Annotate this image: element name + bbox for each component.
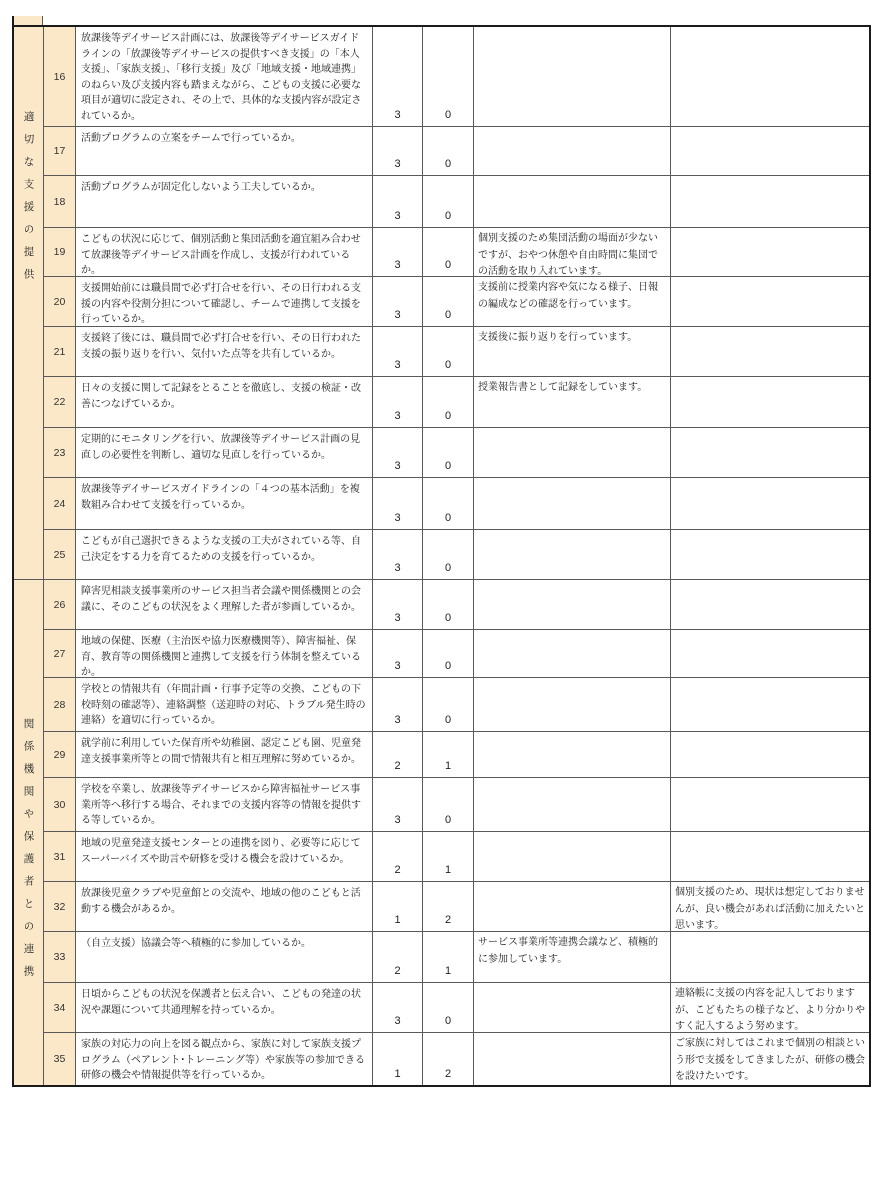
score-a-cell: 3 xyxy=(373,327,423,377)
score-b-cell: 0 xyxy=(423,530,474,580)
question-text: 定期的にモニタリングを行い、放課後等デイサービス計画の見直しの必要性を判断し、適切な見直しを行っているか。 xyxy=(76,428,373,478)
question-text: 支援開始前には職員間で必ず打合せを行い、その日行われる支援の内容や役割分担について確認し、チームで連携して支援を行っているか。 xyxy=(76,277,373,327)
comment-a-cell: 個別支援のため集団活動の場面が少ないですが、おやつ休憩や自由時間に集団での活動を取り入れています。 xyxy=(474,228,671,277)
score-b-cell: 0 xyxy=(423,277,474,327)
score-a-cell: 3 xyxy=(373,127,423,176)
score-b-cell: 0 xyxy=(423,580,474,630)
question-text: 家族の対応力の向上を図る観点から、家族に対して家族支援プログラム（ペアレント･トレーニング等）や家族等の参加できる研修の機会や情報提供等を行っているか。 xyxy=(76,1033,373,1085)
comment-a-cell xyxy=(474,778,671,832)
score-a-cell: 2 xyxy=(373,932,423,983)
comment-a-cell: 支援前に授業内容や気になる様子、日報の編成などの確認を行っています。 xyxy=(474,277,671,327)
row-number: 27 xyxy=(44,630,76,678)
comment-a-cell xyxy=(474,732,671,778)
comment-a-cell: 支援後に振り返りを行っています。 xyxy=(474,327,671,377)
question-text: （自立支援）協議会等へ積極的に参加しているか。 xyxy=(76,932,373,983)
row-number: 25 xyxy=(44,530,76,580)
comment-b-cell xyxy=(671,778,869,832)
comment-b-cell xyxy=(671,832,869,882)
row-number: 19 xyxy=(44,228,76,277)
category-column-stub xyxy=(12,16,43,25)
score-a-cell: 3 xyxy=(373,580,423,630)
score-a-cell: 3 xyxy=(373,428,423,478)
row-number: 26 xyxy=(44,580,76,630)
comment-b-cell xyxy=(671,377,869,428)
score-b-cell: 0 xyxy=(423,428,474,478)
row-number: 33 xyxy=(44,932,76,983)
comment-a-cell xyxy=(474,580,671,630)
question-text: 支援終了後には、職員間で必ず打合せを行い、その日行われた支援の振り返りを行い、気付いた点等を共有しているか。 xyxy=(76,327,373,377)
comment-b-cell xyxy=(671,176,869,228)
row-number: 31 xyxy=(44,832,76,882)
comment-b-cell xyxy=(671,428,869,478)
score-a-cell: 3 xyxy=(373,530,423,580)
score-b-cell: 0 xyxy=(423,228,474,277)
score-a-cell: 3 xyxy=(373,27,423,127)
comment-b-cell xyxy=(671,478,869,530)
score-a-cell: 3 xyxy=(373,778,423,832)
row-number: 20 xyxy=(44,277,76,327)
comment-a-cell xyxy=(474,983,671,1033)
score-a-cell: 2 xyxy=(373,732,423,778)
row-number: 22 xyxy=(44,377,76,428)
score-b-cell: 0 xyxy=(423,983,474,1033)
question-text: 日頃からこどもの状況を保護者と伝え合い、こどもの発達の状況や課題について共通理解を持っているか。 xyxy=(76,983,373,1033)
comment-b-cell: 連絡帳に支援の内容を記入しておりますが、こどもたちの様子など、より分かりやすく記入するよう努めます。 xyxy=(671,983,869,1033)
category-label: 適切な支援の提供 xyxy=(22,111,35,291)
row-number: 18 xyxy=(44,176,76,228)
category-cell-support xyxy=(14,27,44,580)
row-number: 35 xyxy=(44,1033,76,1085)
comment-b-cell xyxy=(671,530,869,580)
score-b-cell: 0 xyxy=(423,127,474,176)
row-number: 30 xyxy=(44,778,76,832)
comment-a-cell: 授業報告書として記録をしています。 xyxy=(474,377,671,428)
score-b-cell: 1 xyxy=(423,932,474,983)
comment-b-cell xyxy=(671,932,869,983)
row-number: 29 xyxy=(44,732,76,778)
score-a-cell: 3 xyxy=(373,377,423,428)
comment-b-cell xyxy=(671,27,869,127)
score-b-cell: 0 xyxy=(423,478,474,530)
row-number: 32 xyxy=(44,882,76,932)
row-number: 23 xyxy=(44,428,76,478)
comment-a-cell xyxy=(474,27,671,127)
question-text: 放課後等デイサービス計画には、放課後等デイサービスガイドラインの「放課後等デイサービスの提供すべき支援」の「本人支援」、「家族支援」、「移行支援」及び「地域支援・地域連携」のねらい及び支援内容も踏まえながら、こどもの支援に必要な項目が適切に設定され、その上で、具体的な支援内容が設定されているか。 xyxy=(76,27,373,127)
score-a-cell: 1 xyxy=(373,1033,423,1085)
category-label: 関係機関や保護者との連携 xyxy=(22,718,35,988)
score-a-cell: 3 xyxy=(373,277,423,327)
score-b-cell: 2 xyxy=(423,882,474,932)
question-text: 地域の児童発達支援センターとの連携を図り、必要等に応じてスーパーバイズや助言や研修を受ける機会を設けているか。 xyxy=(76,832,373,882)
question-text: 地域の保健、医療（主治医や協力医療機関等）、障害福祉、保育、教育等の関係機関と連携して支援を行う体制を整えているか。 xyxy=(76,630,373,678)
question-text: 放課後等デイサービスガイドラインの「４つの基本活動」を複数組み合わせて支援を行っているか。 xyxy=(76,478,373,530)
question-text: 学校を卒業し、放課後等デイサービスから障害福祉サービス事業所等へ移行する場合、それまでの支援内容等の情報を提供する等しているか。 xyxy=(76,778,373,832)
comment-b-cell xyxy=(671,678,869,732)
score-b-cell: 0 xyxy=(423,27,474,127)
question-text: こどもの状況に応じて、個別活動と集団活動を適宜組み合わせて放課後等デイサービス計画を作成し、支援が行われているか。 xyxy=(76,228,373,277)
comment-a-cell xyxy=(474,832,671,882)
comment-a-cell xyxy=(474,127,671,176)
comment-b-cell xyxy=(671,732,869,778)
comment-b-cell xyxy=(671,327,869,377)
comment-b-cell xyxy=(671,228,869,277)
comment-b-cell: ご家族に対してはこれまで個別の相談という形で支援をしてきましたが、研修の機会を設けたいです。 xyxy=(675,1038,865,1082)
score-b-cell: 1 xyxy=(423,732,474,778)
score-a-cell: 3 xyxy=(373,176,423,228)
comment-b-cell: 個別支援のため、現状は想定しておりませんが、良い機会があれば活動に加えたいと思います。 xyxy=(671,882,869,932)
score-b-cell: 0 xyxy=(423,778,474,832)
question-text: 学校との情報共有（年間計画・行事予定等の交換、こどもの下校時刻の確認等）、連絡調整（送迎時の対応、トラブル発生時の連絡）を適切に行っているか。 xyxy=(76,678,373,732)
comment-a-cell: サービス事業所等連携会議など、積極的に参加しています。 xyxy=(474,932,671,983)
score-a-cell: 3 xyxy=(373,228,423,277)
score-a-cell: 3 xyxy=(373,478,423,530)
comment-a-cell xyxy=(474,530,671,580)
row-number: 34 xyxy=(44,983,76,1033)
score-b-cell: 0 xyxy=(423,377,474,428)
row-number: 28 xyxy=(44,678,76,732)
comment-a-cell xyxy=(474,630,671,678)
row-number: 16 xyxy=(44,27,76,127)
comment-b-cell xyxy=(671,277,869,327)
question-text: こどもが自己選択できるような支援の工夫がされている等、自己決定をする力を育てるための支援を行っているか。 xyxy=(76,530,373,580)
row-number: 21 xyxy=(44,327,76,377)
question-text: 活動プログラムが固定化しないよう工夫しているか。 xyxy=(76,176,373,228)
score-a-cell: 3 xyxy=(373,983,423,1033)
score-a-cell: 3 xyxy=(373,678,423,732)
score-a-cell: 2 xyxy=(373,832,423,882)
comment-b-cell xyxy=(671,630,869,678)
score-b-cell: 2 xyxy=(423,1033,474,1085)
score-b-cell: 0 xyxy=(423,327,474,377)
score-a-cell: 1 xyxy=(373,882,423,932)
score-b-cell: 0 xyxy=(423,176,474,228)
score-b-cell: 0 xyxy=(423,630,474,678)
evaluation-table xyxy=(12,25,871,1087)
row-number: 24 xyxy=(44,478,76,530)
comment-b-cell xyxy=(671,580,869,630)
comment-a-cell xyxy=(474,478,671,530)
score-b-cell: 1 xyxy=(423,832,474,882)
comment-a-cell xyxy=(474,882,671,932)
comment-b-cell xyxy=(671,127,869,176)
category-cell-cooperation xyxy=(14,580,44,1085)
comment-a-cell xyxy=(474,678,671,732)
question-text: 放課後児童クラブや児童館との交流や、地域の他のこどもと活動する機会があるか。 xyxy=(76,882,373,932)
comment-a-cell xyxy=(474,176,671,228)
comment-a-cell xyxy=(474,428,671,478)
row-number: 17 xyxy=(44,127,76,176)
question-text: 障害児相談支援事業所のサービス担当者会議や関係機関との会議に、そのこどもの状況をよく理解した者が参画しているか。 xyxy=(76,580,373,630)
question-text: 就学前に利用していた保育所や幼稚園、認定こども園、児童発達支援事業所等との間で情報共有と相互理解に努めているか。 xyxy=(76,732,373,778)
question-text: 活動プログラムの立案をチームで行っているか。 xyxy=(76,127,373,176)
comment-a-cell xyxy=(474,1033,671,1085)
score-a-cell: 3 xyxy=(373,630,423,678)
question-text: 日々の支援に関して記録をとることを徹底し、支援の検証・改善につなげているか。 xyxy=(76,377,373,428)
score-b-cell: 0 xyxy=(423,678,474,732)
